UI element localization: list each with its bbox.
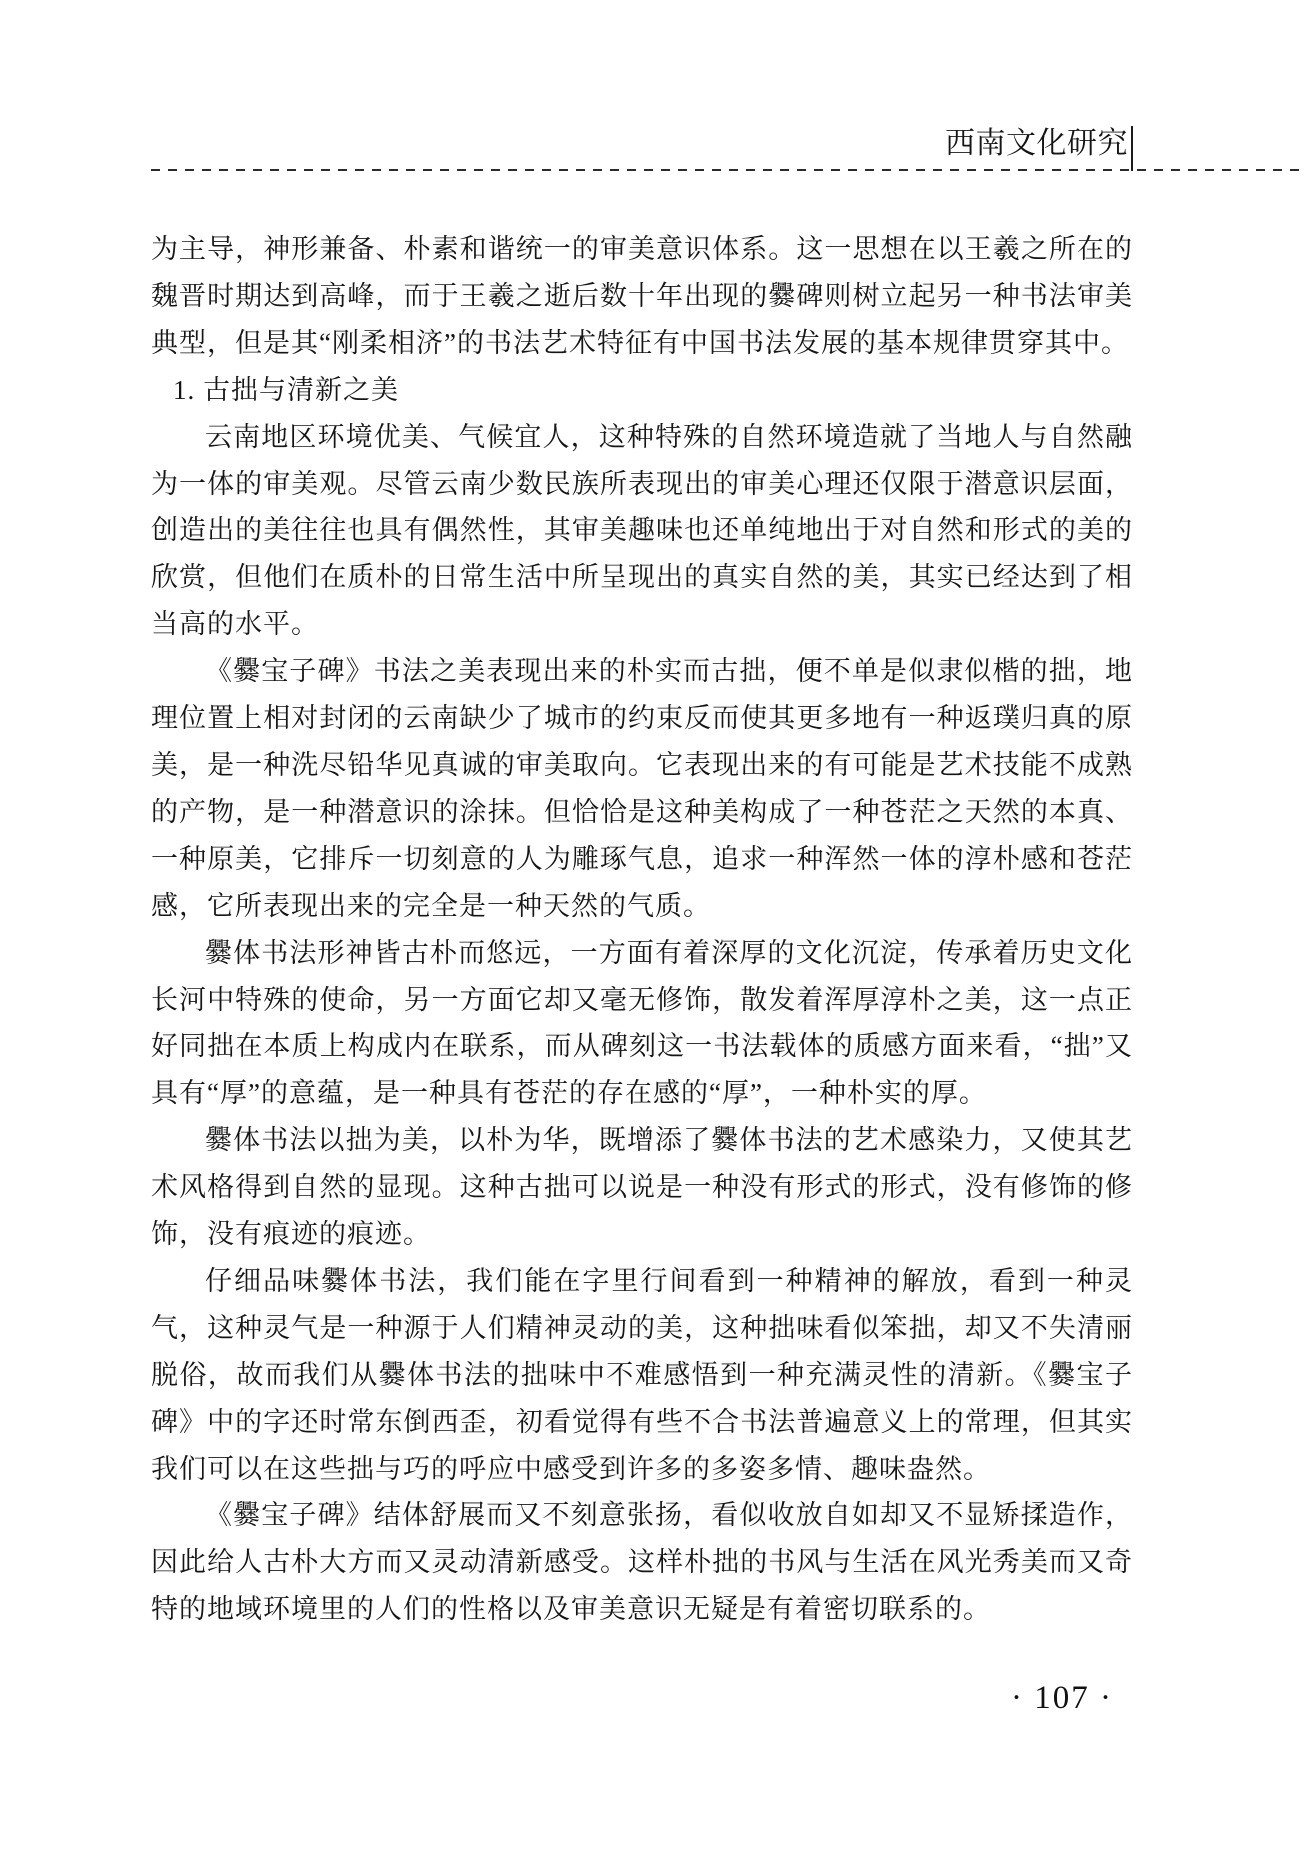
paragraph: 爨体书法形神皆古朴而悠远，一方面有着深厚的文化沉淀，传承着历史文化长河中特殊的使命，另一方面它却又毫无修饰，散发着浑厚淳朴之美，这一点正好同拙在本质上构成内在联系，而从碑刻这一书法载体的质感方面来看，“拙”又具有“厚”的意蕴，是一种具有苍茫的存在感的“厚”，一种朴实的厚。 <box>151 937 1133 1109</box>
header-divider-line <box>1131 126 1133 171</box>
running-header-title: 西南文化研究 <box>945 127 1128 160</box>
section-heading: 1. 古拙与清新之美 <box>173 374 399 405</box>
body-text-block <box>151 226 1133 1633</box>
continuation-paragraph: 为主导，神形兼备、朴素和谐统一的审美意识体系。这一思想在以王羲之所在的魏晋时期达到高峰，而于王羲之逝后数十年出现的爨碑则树立起另一种书法审美典型，但是其“刚柔相济”的书法艺术特征有中国书法发展的基本规律贯穿其中。 <box>151 234 1133 358</box>
paragraph: 《爨宝子碑》书法之美表现出来的朴实而古拙，便不单是似隶似楷的拙，地理位置上相对封闭的云南缺少了城市的约束反而使其更多地有一种返璞归真的原美，是一种洗尽铅华见真诚的审美取向。它表现出来的有可能是艺术技能不成熟的产物，是一种潜意识的涂抹。但恰恰是这种美构成了一种苍茫之天然的本真、一种原美，它排斥一切刻意的人为雕琢气息，追求一种浑然一体的淳朴感和苍茫感，它所表现出来的完全是一种天然的气质。 <box>151 656 1133 921</box>
paragraph: 《爨宝子碑》结体舒展而又不刻意张扬，看似收放自如却又不显矫揉造作，因此给人古朴大方而又灵动清新感受。这样朴拙的书风与生活在风光秀美而又奇特的地域环境里的人们的性格以及审美意识无疑是有着密切联系的。 <box>151 1500 1133 1625</box>
header-dashed-rule <box>151 169 1307 171</box>
paragraph: 仔细品味爨体书法，我们能在字里行间看到一种精神的解放，看到一种灵气，这种灵气是一种源于人们精神灵动的美，这种拙味看似笨拙，却又不失清丽脱俗，故而我们从爨体书法的拙味中不难感悟到一种充满灵性的清新。《爨宝子碑》中的字还时常东倒西歪，初看觉得有些不合书法普遍意义上的常理，但其实我们可以在这些拙与巧的呼应中感受到许多的多姿多情、趣味盎然。 <box>151 1265 1133 1484</box>
paragraph: 云南地区环境优美、气候宜人，这种特殊的自然环境造就了当地人与自然融为一体的审美观。尽管云南少数民族所表现出的审美心理还仅限于潜意识层面，创造出的美往往也具有偶然性，其审美趣味也还单纯地出于对自然和形式的美的欣赏，但他们在质朴的日常生活中所呈现出的真实自然的美，其实已经达到了相当高的水平。 <box>151 421 1133 640</box>
page-number: · 107 · <box>1011 1680 1113 1716</box>
paragraph: 爨体书法以拙为美，以朴为华，既增添了爨体书法的艺术感染力，又使其艺术风格得到自然的显现。这种古拙可以说是一种没有形式的形式，没有修饰的修饰，没有痕迹的痕迹。 <box>151 1125 1133 1250</box>
